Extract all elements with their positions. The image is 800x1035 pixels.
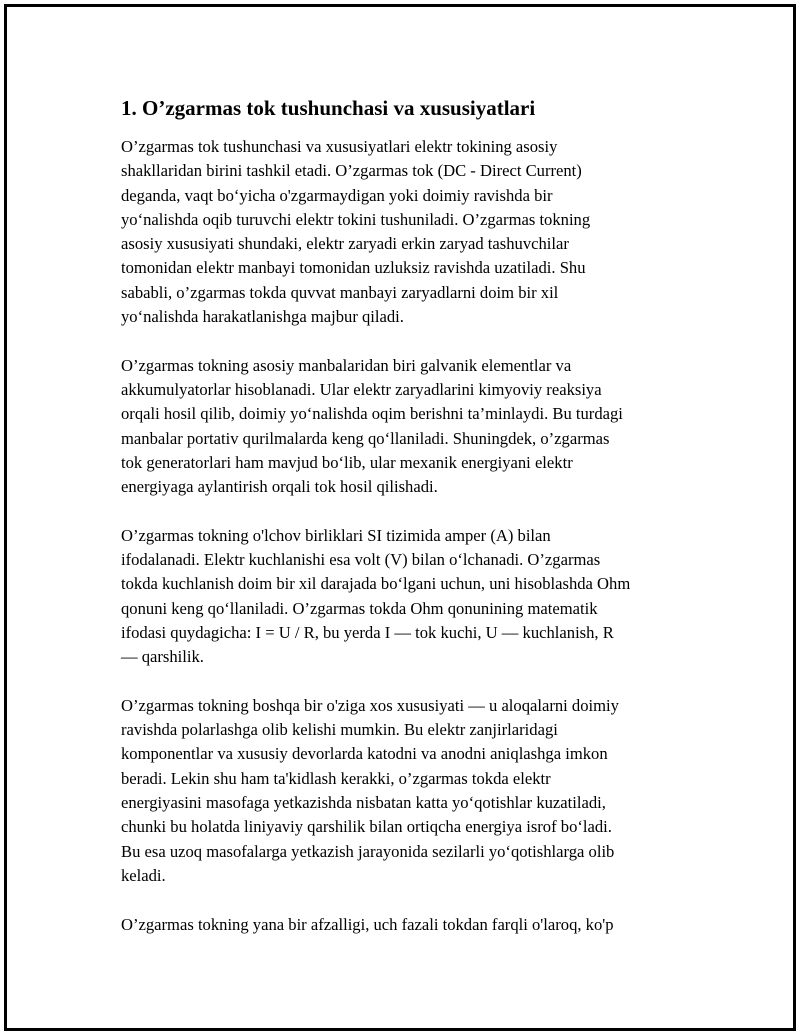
text-line: deganda, vaqt bo‘yicha o'zgarmaydigan yoki doimiy ravishda bir	[121, 185, 553, 205]
text-line: akkumulyatorlar hisoblanadi. Ular elektr zaryadlarini kimyoviy reaksiya	[121, 379, 602, 399]
text-line: keladi.	[121, 865, 166, 885]
text-line: yo‘nalishda oqib turuvchi elektr tokini tushuniladi. O’zgarmas tokning	[121, 209, 591, 229]
paragraph-4	[121, 694, 691, 888]
text-line: O’zgarmas tok tushunchasi va xususiyatlari elektr tokining asosiy	[121, 137, 558, 156]
paragraph-1	[121, 135, 691, 329]
text-line: O’zgarmas tokning o'lchov birliklari SI tizimida amper (A) bilan	[121, 525, 551, 545]
text-line: komponentlar va xususiy devorlarda katodni va anodni aniqlashga imkon	[121, 744, 608, 764]
text-line: energiyaga aylantirish orqali tok hosil qilishadi.	[121, 477, 438, 497]
paragraph-3	[121, 524, 691, 670]
document-body	[121, 95, 691, 961]
text-line: asosiy xususiyati shundaki, elektr zaryadi erkin zaryad tashuvchilar	[121, 234, 569, 254]
text-line: O’zgarmas tokning boshqa bir o'ziga xos xususiyati — u aloqalarni doimiy	[121, 695, 619, 715]
text-line: tomonidan elektr manbayi tomonidan uzluksiz ravishda uzatiladi. Shu	[121, 258, 586, 278]
text-line: chunki bu holatda liniyaviy qarshilik bilan ortiqcha energiya isrof bo‘ladi.	[121, 817, 612, 837]
paragraph-2	[121, 354, 691, 500]
text-line: orqali hosil qilib, doimiy yo‘nalishda oqim berishni ta’minlaydi. Bu turdagi	[121, 404, 623, 424]
text-line: — qarshilik.	[121, 647, 204, 667]
text-line: O’zgarmas tokning yana bir afzalligi, uch fazali tokdan farqli o'laroq, ko'p	[121, 914, 614, 934]
text-line: O’zgarmas tokning asosiy manbalaridan biri galvanik elementlar va	[121, 355, 572, 375]
paragraph-5	[121, 913, 691, 937]
text-line: ravishda polarlashga olib kelishi mumkin. Bu elektr zanjirlaridagi	[121, 720, 558, 740]
text-line: ifodalanadi. Elektr kuchlanishi esa volt (V) bilan o‘lchanadi. O’zgarmas	[121, 550, 601, 570]
text-line: shakllaridan birini tashkil etadi. O’zgarmas tok (DC - Direct Current)	[121, 161, 582, 181]
text-line: ifodasi quydagicha: I = U / R, bu yerda I — tok kuchi, U — kuchlanish, R	[121, 622, 614, 642]
text-line: beradi. Lekin shu ham ta'kidlash kerakki, o’zgarmas tokda elektr	[121, 768, 551, 788]
text-line: yo‘nalishda harakatlanishga majbur qiladi.	[121, 307, 404, 327]
text-line: tokda kuchlanish doim bir xil darajada bo‘lgani uchun, uni hisoblashda Ohm	[121, 574, 631, 594]
section-heading: 1. O’zgarmas tok tushunchasi va xususiyatlari	[121, 96, 536, 120]
text-line: energiyasini masofaga yetkazishda nisbatan katta yo‘qotishlar kuzatiladi,	[121, 793, 606, 813]
text-line: Bu esa uzoq masofalarga yetkazish jarayonida sezilarli yo‘qotishlarga olib	[121, 841, 615, 861]
text-line: sababli, o’zgarmas tokda quvvat manbayi zaryadlarni doim bir xil	[121, 282, 559, 302]
text-line: tok generatorlari ham mavjud bo‘lib, ular mexanik energiyani elektr	[121, 452, 573, 472]
document-page	[4, 4, 796, 1031]
text-line: manbalar portativ qurilmalarda keng qo‘llaniladi. Shuningdek, o’zgarmas	[121, 428, 610, 448]
text-line: qonuni keng qo‘llaniladi. O’zgarmas tokda Ohm qonunining matematik	[121, 598, 598, 618]
